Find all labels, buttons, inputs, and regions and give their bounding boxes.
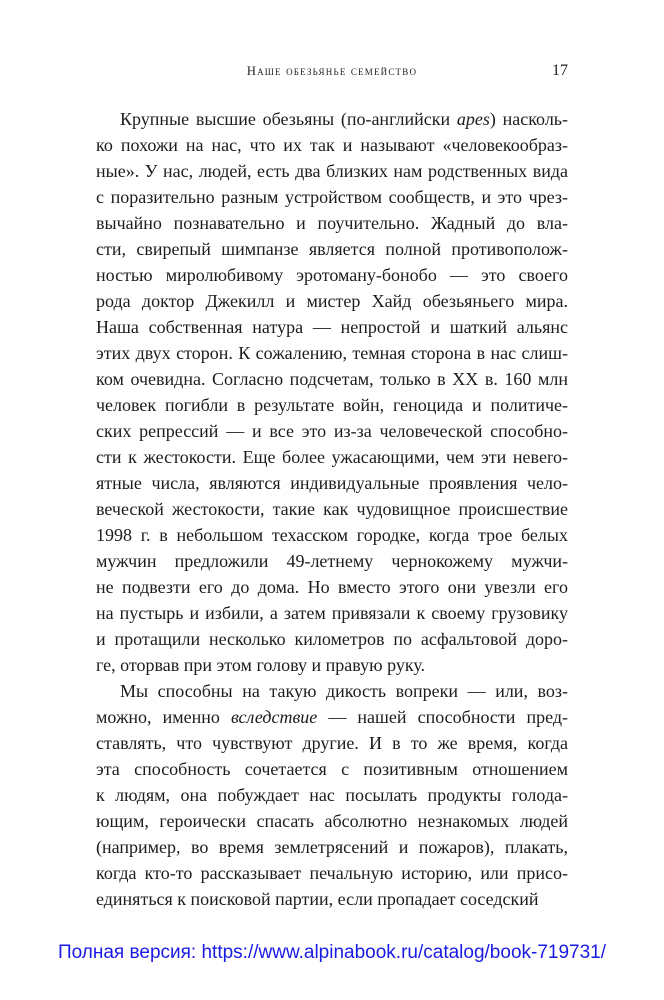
text-segment: вычайно познавательно и поучительно. Жадный до вла- (96, 213, 568, 233)
text-segment: можно, именно (96, 707, 231, 727)
text-line (96, 496, 568, 522)
body-text (96, 106, 568, 912)
text-segment: ских репрессий — и все это из-за человеческой способно- (96, 421, 568, 441)
text-segment: человек погибли в результате войн, геноцида и политиче- (96, 395, 568, 415)
text-segment: ные». У нас, людей, есть два близких нам родственных вида (96, 161, 568, 181)
text-line (96, 808, 568, 834)
text-line (96, 106, 568, 132)
paragraph (96, 678, 568, 912)
text-segment: (например, во время землетрясений и пожаров), плакать, (96, 837, 568, 857)
text-line (96, 210, 568, 236)
text-line (96, 678, 568, 704)
text-line (96, 886, 568, 912)
chapter-title: Наше обезьянье семейство (246, 64, 418, 78)
text-segment: Наша собственная натура — непростой и шаткий альянс (96, 317, 568, 337)
text-segment: и протащили несколько километров по асфальтовой доро- (96, 629, 568, 649)
text-segment: с поразительно разным устройством сообществ, и это чрез- (96, 187, 568, 207)
text-line (96, 834, 568, 860)
text-segment: на пустырь и избили, а затем привязали к своему грузовику (96, 603, 568, 623)
page-number: 17 (552, 62, 568, 79)
paragraph (96, 106, 568, 678)
text-line (96, 158, 568, 184)
text-line (96, 522, 568, 548)
text-line (96, 574, 568, 600)
full-version-link[interactable]: Полная версия: https://www.alpinabook.ru/catalog/book-719731/ (57, 942, 607, 963)
text-line (96, 392, 568, 418)
text-line (96, 782, 568, 808)
text-line (96, 652, 568, 678)
text-segment: мужчин предложили 49-летнему чернокожему мужчи- (96, 551, 568, 571)
text-segment: эта способность сочетается с позитивным отношением (96, 759, 568, 779)
text-segment: этих двух сторон. К сожалению, темная сторона в нас слиш- (96, 343, 568, 363)
text-segment: ) насколь- (489, 109, 569, 129)
text-line (96, 730, 568, 756)
text-line (96, 704, 568, 730)
text-line (96, 184, 568, 210)
text-segment: ностью миролюбивому эротоману-бонобо — это своего (96, 265, 568, 285)
text-line (96, 548, 568, 574)
text-line (96, 418, 568, 444)
text-line (96, 444, 568, 470)
text-segment: веческой жестокости, такие как чудовищное происшествие (96, 499, 568, 519)
text-line (96, 860, 568, 886)
text-line (96, 626, 568, 652)
text-segment: когда кто-то рассказывает печальную историю, или присо- (96, 863, 568, 883)
text-segment: — нашей способности пред- (317, 707, 568, 727)
text-segment: рода доктор Джекилл и мистер Хайд обезьяньего мира. (96, 291, 568, 311)
text-segment: ставлять, что чувствуют другие. И в то же время, когда (96, 733, 568, 753)
text-line (96, 600, 568, 626)
text-line (96, 340, 568, 366)
text-segment: 1998 г. в небольшом техасском городке, когда трое белых (96, 525, 568, 545)
text-segment: сти к жестокости. Еще более ужасающими, чем эти невero- (96, 447, 568, 467)
italic-term: вследствие (230, 707, 318, 727)
text-line (96, 314, 568, 340)
text-line (96, 366, 568, 392)
text-line (96, 470, 568, 496)
text-segment: ге, оторвав при этом голову и правую руку. (96, 655, 426, 675)
italic-term: apes (456, 109, 490, 129)
text-line (96, 236, 568, 262)
text-segment: Мы способны на такую дикость вопреки — или, воз- (120, 681, 568, 701)
text-segment: не подвезти его до дома. Но вместо этого они увезли его (96, 577, 568, 597)
running-header (96, 58, 568, 88)
text-segment: сти, свирепый шимпанзе является полной противополож- (96, 239, 568, 259)
text-segment: единяться к поисковой партии, если пропадает соседский (96, 889, 539, 909)
text-segment: ко похожи на нас, что их так и называют «человекообраз- (96, 135, 568, 155)
text-segment: ющим, героически спасать абсолютно незнакомых людей (96, 811, 568, 831)
text-segment: ятные числа, являются индивидуальные проявления чело- (96, 473, 568, 493)
text-segment: к людям, она побуждает нас посылать продукты голода- (96, 785, 568, 805)
text-line (96, 262, 568, 288)
text-segment: ком очевидна. Согласно подсчетам, только в XX в. 160 млн (96, 369, 568, 389)
text-line (96, 132, 568, 158)
text-segment: Крупные высшие обезьяны (по-английски (120, 109, 457, 129)
text-line (96, 288, 568, 314)
text-line (96, 756, 568, 782)
